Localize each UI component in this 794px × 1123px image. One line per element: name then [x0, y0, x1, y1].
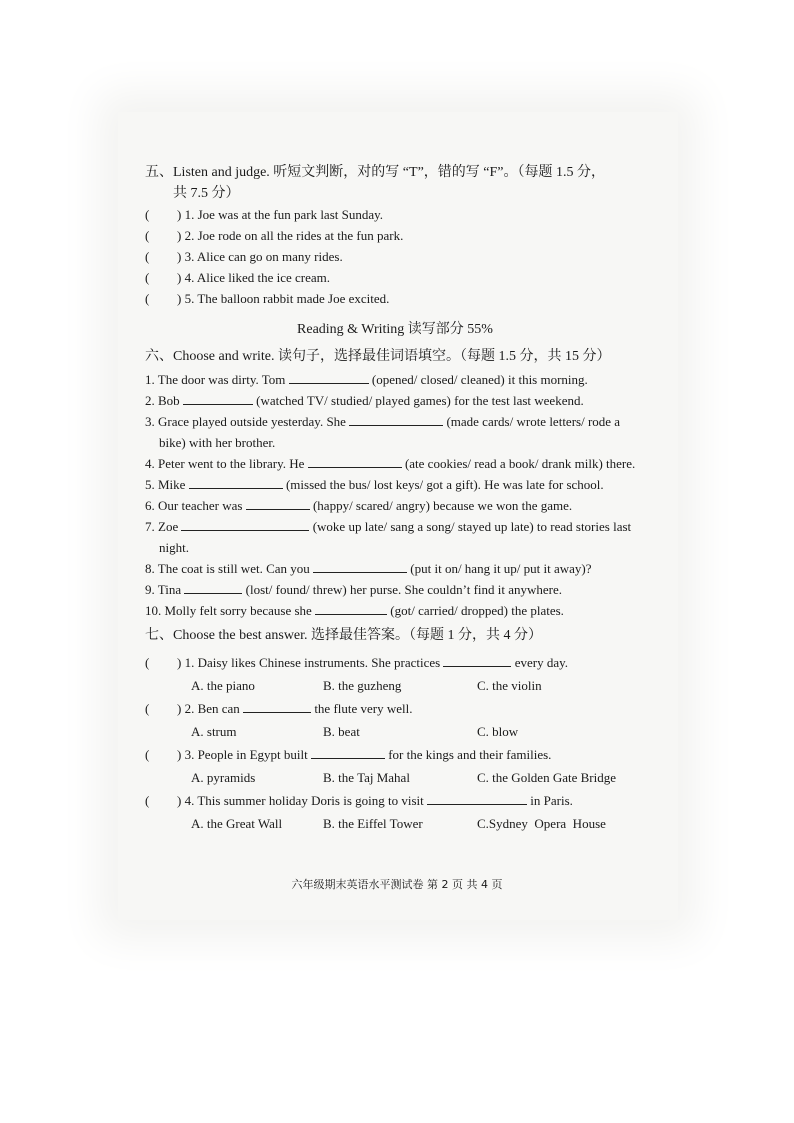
- question: [145, 652, 645, 675]
- option-c[interactable]: C.Sydney Opera House: [477, 816, 606, 831]
- sentence-start: 6. Our teacher was: [145, 498, 246, 513]
- list-item: [145, 246, 645, 267]
- part-title: Reading & Writing 读写部分 55%: [297, 322, 493, 337]
- question-end: the flute very well.: [311, 701, 413, 716]
- list-item: [145, 579, 645, 600]
- sentence-end: (watched TV/ studied/ played games) for the test last weekend.: [252, 393, 584, 408]
- answer-blank[interactable]: [308, 455, 402, 468]
- answer-blank[interactable]: [189, 476, 283, 489]
- option-c[interactable]: C. blow: [477, 724, 519, 739]
- question: [145, 790, 645, 813]
- answer-paren[interactable]: (: [145, 655, 150, 670]
- answer-blank[interactable]: [443, 654, 511, 667]
- sentence-end: (missed the bus/ lost keys/ got a gift). He was late for school.: [282, 477, 604, 492]
- option-row: [145, 813, 645, 834]
- option-row: [145, 675, 645, 698]
- section-5-title-cont: 共 7.5 分）: [173, 186, 240, 201]
- sentence-end: (woke up late/ sang a song/ stayed up late) to read stories last night.: [159, 519, 632, 555]
- page-footer: 六年级期末英语水平测试卷 第 2 页 共 4 页: [291, 878, 503, 891]
- question-end: in Paris.: [527, 793, 573, 808]
- option-c[interactable]: C. the Golden Gate Bridge: [477, 770, 616, 785]
- answer-blank[interactable]: [184, 581, 242, 594]
- list-item: [145, 390, 645, 411]
- section-7: [145, 625, 645, 834]
- list-item: [145, 267, 645, 288]
- answer-paren[interactable]: (: [145, 291, 150, 306]
- question-end: every day.: [511, 655, 568, 670]
- answer-paren[interactable]: (: [145, 793, 150, 808]
- answer-paren[interactable]: (: [145, 701, 150, 716]
- section-6-title: 六、Choose and write. 读句子，选择最佳词语填空。（每题 1.5 分，共 15 分）: [145, 349, 611, 364]
- list-item: [145, 558, 645, 579]
- sentence-end: (opened/ closed/ cleaned) it this morning.: [368, 372, 588, 387]
- answer-blank[interactable]: [246, 497, 310, 510]
- answer-blank[interactable]: [313, 560, 407, 573]
- answer-paren[interactable]: (: [145, 207, 150, 222]
- statement-text: ) 4. Alice liked the ice cream.: [177, 270, 331, 285]
- statement-text: ) 5. The balloon rabbit made Joe excited.: [177, 291, 390, 306]
- list-item: [145, 600, 645, 621]
- question-start: ) 3. People in Egypt built: [177, 747, 311, 762]
- answer-blank[interactable]: [181, 518, 309, 531]
- sentence-start: 4. Peter went to the library. He: [145, 456, 308, 471]
- option-row: [145, 767, 645, 790]
- sentence-start: 10. Molly felt sorry because she: [145, 603, 316, 618]
- option-a[interactable]: A. pyramids: [191, 770, 256, 785]
- sentence-end: (put it on/ hang it up/ put it away)?: [407, 561, 592, 576]
- option-a[interactable]: A. the piano: [191, 678, 255, 693]
- statement-text: ) 1. Joe was at the fun park last Sunday.: [177, 207, 384, 222]
- question: [145, 698, 645, 721]
- sentence-start: 9. Tina: [145, 582, 185, 597]
- answer-blank[interactable]: [183, 392, 253, 405]
- option-b[interactable]: B. the guzheng: [323, 678, 402, 693]
- sentence-start: 2. Bob: [145, 393, 183, 408]
- answer-blank[interactable]: [289, 371, 369, 384]
- sentence-start: 5. Mike: [145, 477, 189, 492]
- answer-paren[interactable]: (: [145, 747, 150, 762]
- statement-text: ) 2. Joe rode on all the rides at the fun park.: [177, 228, 404, 243]
- option-b[interactable]: B. the Taj Mahal: [323, 770, 410, 785]
- option-a[interactable]: A. strum: [191, 724, 237, 739]
- list-item: [145, 369, 645, 390]
- option-b[interactable]: B. beat: [323, 724, 360, 739]
- option-c[interactable]: C. the violin: [477, 678, 542, 693]
- sentence-start: 1. The door was dirty. Tom: [145, 372, 289, 387]
- sentence-end: (happy/ scared/ angry) because we won the game.: [309, 498, 573, 513]
- section-5: [145, 162, 645, 309]
- answer-blank[interactable]: [311, 746, 385, 759]
- question-start: ) 4. This summer holiday Doris is going to visit: [177, 793, 428, 808]
- answer-blank[interactable]: [427, 792, 527, 805]
- list-item: [145, 474, 645, 495]
- answer-blank[interactable]: [315, 602, 387, 615]
- sentence-start: 8. The coat is still wet. Can you: [145, 561, 314, 576]
- question-start: ) 1. Daisy likes Chinese instruments. She practices: [177, 655, 444, 670]
- answer-blank[interactable]: [349, 413, 443, 426]
- section-5-title: 五、Listen and judge. 听短文判断，对的写 “T”，错的写 “F”。（每题 1.5 分，: [145, 165, 606, 180]
- list-item: [145, 225, 645, 246]
- section-6: [145, 346, 645, 621]
- section-7-title: 七、Choose the best answer. 选择最佳答案。（每题 1 分，共 4 分）: [145, 628, 543, 643]
- exam-content: [145, 162, 645, 834]
- sentence-end: (got/ carried/ dropped) the plates.: [387, 603, 564, 618]
- answer-blank[interactable]: [243, 700, 311, 713]
- option-a[interactable]: A. the Great Wall: [191, 816, 283, 831]
- question: [145, 744, 645, 767]
- sentence-end: (ate cookies/ read a book/ drank milk) there.: [401, 456, 636, 471]
- list-item: [145, 453, 645, 474]
- list-item: [145, 411, 645, 453]
- question-end: for the kings and their families.: [384, 747, 552, 762]
- option-b[interactable]: B. the Eiffel Tower: [323, 816, 423, 831]
- list-item: [145, 288, 645, 309]
- sentence-end: (made cards/ wrote letters/ rode a bike) with her brother.: [159, 414, 621, 450]
- list-item: [145, 516, 645, 558]
- sentence-start: 7. Zoe: [145, 519, 182, 534]
- answer-paren[interactable]: (: [145, 270, 150, 285]
- list-item: [145, 204, 645, 225]
- answer-paren[interactable]: (: [145, 228, 150, 243]
- list-item: [145, 495, 645, 516]
- option-row: [145, 721, 645, 744]
- sentence-end: (lost/ found/ threw) her purse. She couldn’t find it anywhere.: [242, 582, 563, 597]
- question-start: ) 2. Ben can: [177, 701, 244, 716]
- sentence-start: 3. Grace played outside yesterday. She: [145, 414, 350, 429]
- statement-text: ) 3. Alice can go on many rides.: [177, 249, 343, 264]
- answer-paren[interactable]: (: [145, 249, 150, 264]
